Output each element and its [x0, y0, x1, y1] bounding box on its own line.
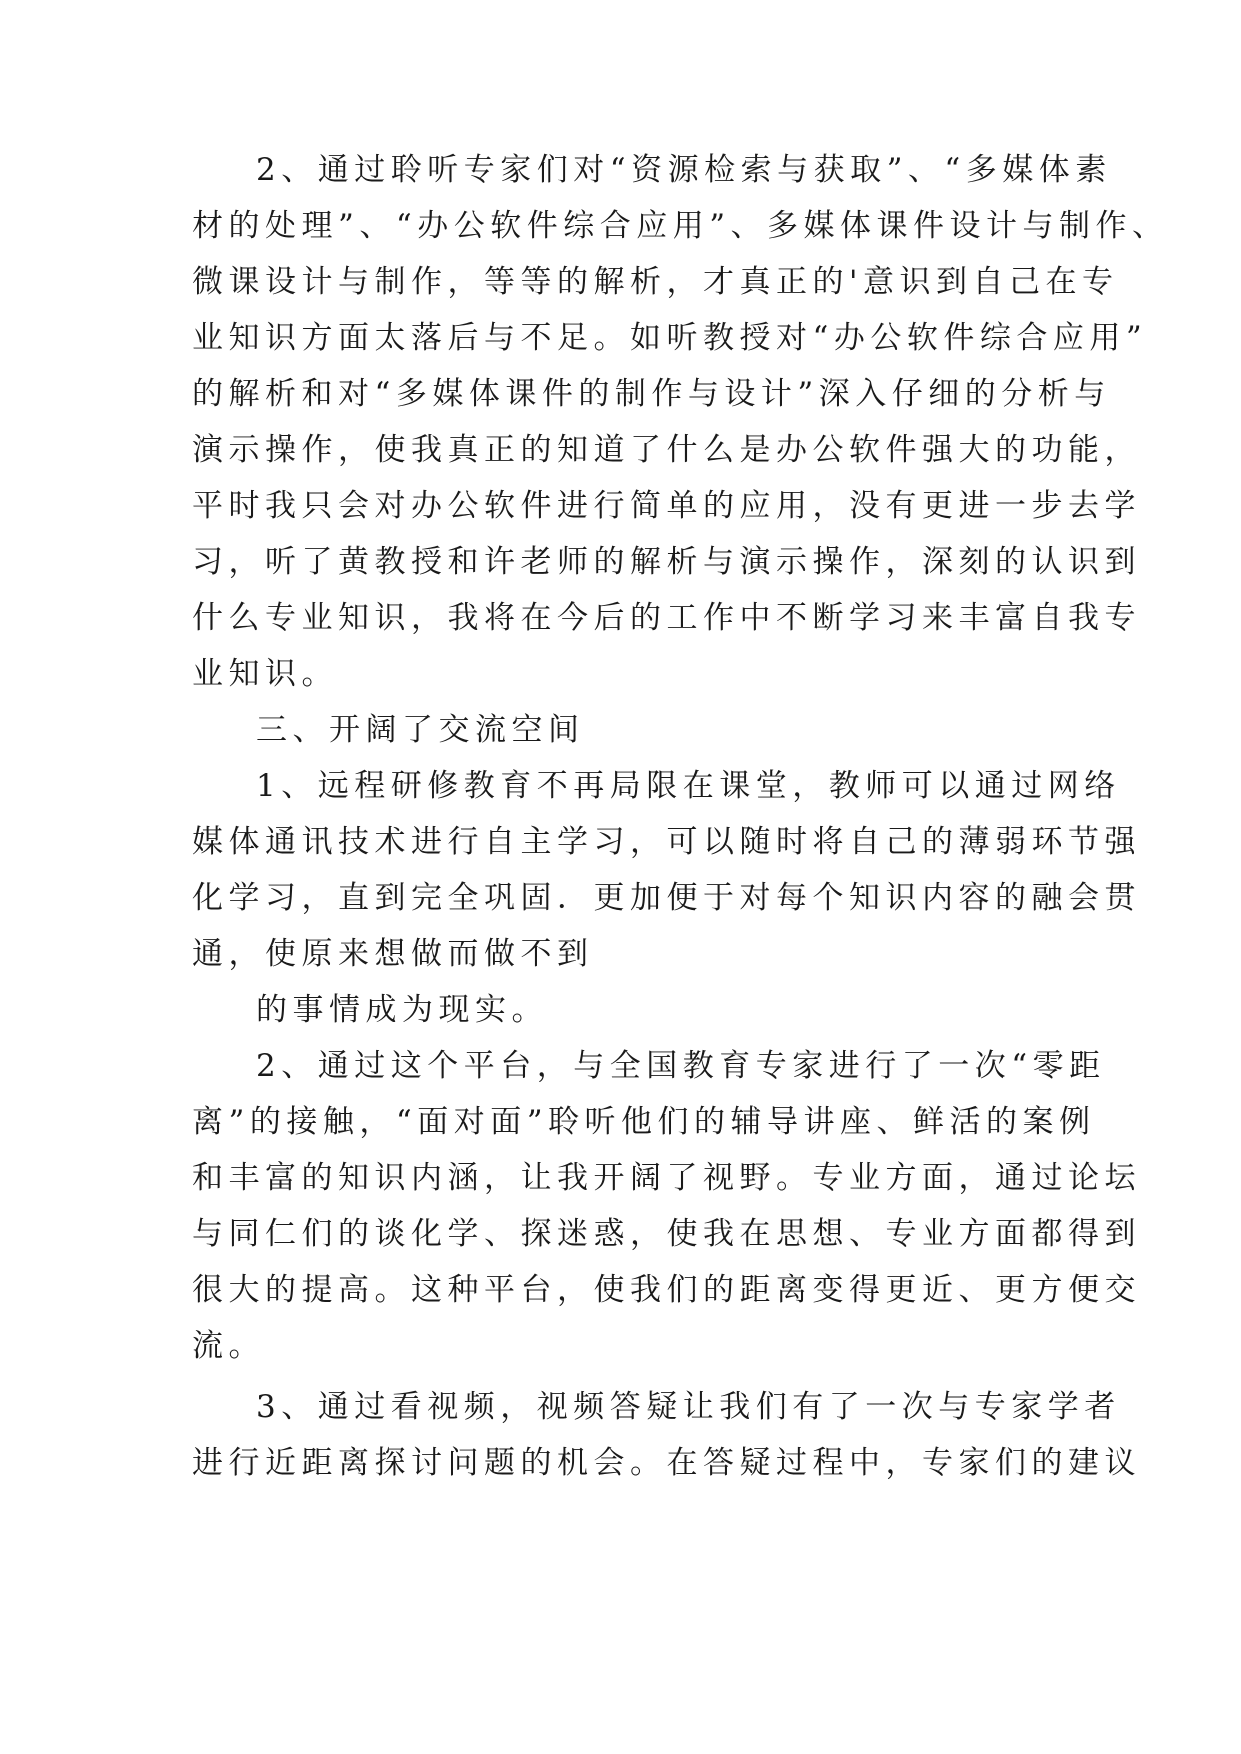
- text-line: 3、通过看视频，视频答疑让我们有了一次与专家学者: [256, 1389, 1121, 1425]
- text-line: 材的处理”、“办公软件综合应用”、多媒体课件设计与制作、: [192, 208, 1169, 244]
- text-line: 2、通过这个平台，与全国教育专家进行了一次“零距: [256, 1048, 1106, 1084]
- text-line: 很大的提高。这种平台，使我们的距离变得更近、更方便交: [192, 1272, 1141, 1308]
- text-line: 的事情成为现实。: [256, 992, 548, 1028]
- text-line: 的解析和对“多媒体课件的制作与设计”深入仔细的分析与: [192, 376, 1111, 412]
- text-line: 2、通过聆听专家们对“资源检索与获取”、“多媒体素: [256, 152, 1112, 188]
- text-line: 业知识。: [192, 656, 338, 692]
- text-line: 1、远程研修教育不再局限在课堂，教师可以通过网络: [256, 768, 1121, 804]
- text-line: 化学习，直到完全巩固．更加便于对每个知识内容的融会贯: [192, 880, 1141, 916]
- text-line: 习，听了黄教授和许老师的解析与演示操作，深刻的认识到: [192, 544, 1141, 580]
- text-line: 演示操作，使我真正的知道了什么是办公软件强大的功能，: [192, 432, 1141, 468]
- text-line: 进行近距离探讨问题的机会。在答疑过程中，专家们的建议: [192, 1445, 1141, 1481]
- text-line: 业知识方面太落后与不足。如听教授对“办公软件综合应用”: [192, 320, 1148, 356]
- text-line: 离”的接触，“面对面”聆听他们的辅导讲座、鲜活的案例: [192, 1104, 1096, 1140]
- text-line: 通，使原来想做而做不到: [192, 936, 594, 972]
- text-line: 平时我只会对办公软件进行简单的应用，没有更进一步去学: [192, 488, 1141, 524]
- text-line: 微课设计与制作，等等的解析，才真正的'意识到自己在专: [192, 264, 1119, 300]
- text-line: 和丰富的知识内涵，让我开阔了视野。专业方面，通过论坛: [192, 1160, 1141, 1196]
- text-line: 什么专业知识，我将在今后的工作中不断学习来丰富自我专: [192, 600, 1141, 636]
- section-heading: 三、开阔了交流空间: [256, 712, 585, 748]
- text-line: 流。: [192, 1328, 265, 1364]
- text-line: 与同仁们的谈化学、探迷惑，使我在思想、专业方面都得到: [192, 1216, 1141, 1252]
- text-line: 媒体通讯技术进行自主学习，可以随时将自己的薄弱环节强: [192, 824, 1141, 860]
